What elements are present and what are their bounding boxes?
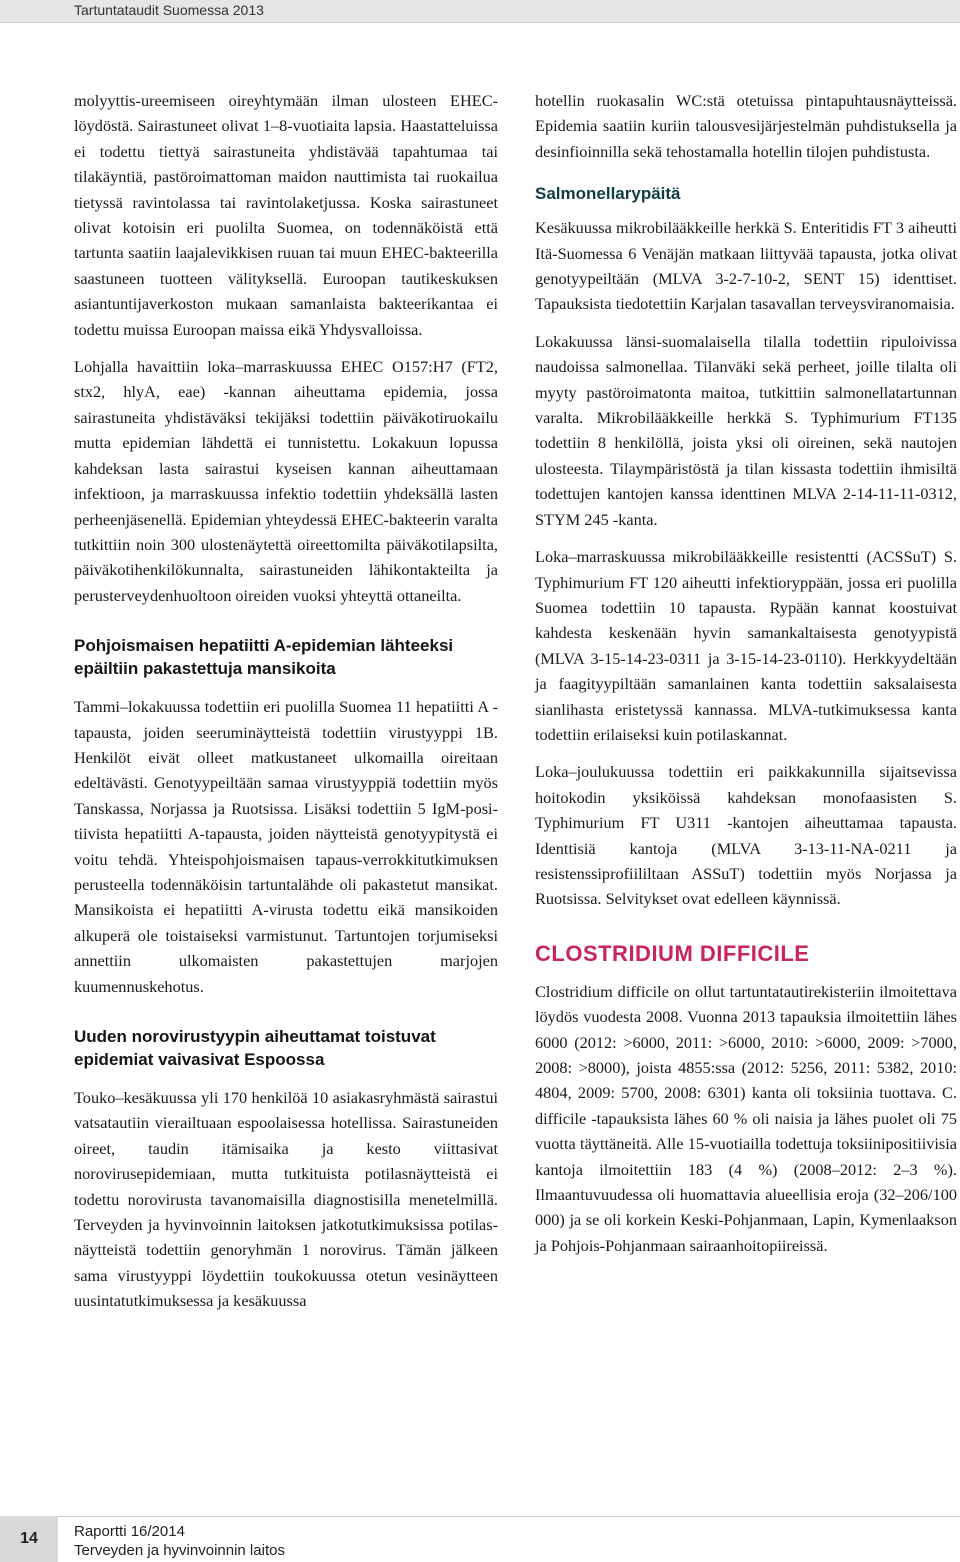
page-number: 14 [0, 1516, 58, 1562]
footer-rule [58, 1516, 960, 1517]
paragraph: Kesäkuussa mikrobilääkkeille herkkä S. Enteritidis FT 3 aiheutti Itä-Suomessa 6 Venäjän matkaan liittyvää tapausta, jotka olivat genotyypeiltään (MLVA 3-2-7-10-2, SENT 15) identtiset. Tapauksista tiedotettiin Karjalan tasavallan terveysviranomaisia. [535, 218, 957, 314]
publisher: Terveyden ja hyvinvoinnin laitos [74, 1542, 285, 1559]
paragraph: Lohjalla havaittiin loka–marraskuussa EHEC O157:H7 (FT2, stx2, hlyA, eae) -kannan aiheuttama epidemia, jossa sairastuneita yhdistäväksi tekijäksi todettiin päiväkotiruokailu mutta epidemian lähdettä ei tunnistettu. Lokakuun lopussa kahdeksan lasta sairastui kyseisen kannan aiheuttamaan infektioon, ja marraskuussa infektio todettiin yhdeksällä lasten perheenjäsenellä. Epidemian yhteydessä EHEC-bakteerin varalta tutkittiin noin 300 ulostenäytettä oireettomilta päiväkotilapsilta, päiväkotihenkilökunnalta, sairastuneiden lähikontakteilta ja perusterveydenhuoltoon oireiden vuoksi yhteyttä ottaneilta. [74, 357, 498, 605]
chapter-heading: CLOSTRIDIUM DIFFICILE [535, 940, 810, 966]
paragraph: Clostridium difficile on ollut tartuntatautirekisteriin ilmoitettava löydös vuodesta 2008. Vuonna 2013 tapauksia ilmoitettiin lähes 6000 (2012: >6000, 2011: >6000, 2010: >6000, 2009: >7000, 2008: >8000), joista 4855:ssa (2012: 5256, 2011: 5382, 2010: 4804, 2009: 5700, 2008: 6301) kanta oli toksiinia tuottava. C. difficile -tapauksista lähes 60 % oli naisia ja lähes puolet oli 75 vuotta täyttäneitä. Alle 15-vuotiailla todettuja toksiinipositiivisia kantoja ilmoitettiin 183 (4 %) (2008–2012: 2–3 %). Ilmaantuvuudessa oli huomattavia alueellisia eroja (32–206/100 000) ja se oli korkein Keski-Pohjanmaan, Lapin, Kymenlaakson ja Pohjois-Pohjanmaan sairaanhoitopiireissä. [535, 981, 957, 1255]
section-heading: Pohjoismaisen hepatiitti A-epidemian lähteeksi epäiltiin pakastettuja mansikoita [74, 636, 454, 679]
paragraph: hotellin ruokasalin WC:stä otetuissa pintapuhtausnäytteissä. Epidemia saatiin kuriin talousvesijärjestelmän puhdistuksella ja desinfioinnilla sekä tehostamalla hotellin tilojen puhdistusta. [535, 91, 957, 161]
paragraph: molyyttis-ureemiseen oireyhtymään ilman ulosteen EHEC-löydöstä. Sairastuneet olivat 1–8-vuotiaita lapsia. Haastatteluissa ei todettu tiettyä sairastuneita yhdistävää tapahtumaa tai tilakäyntiä, pastöroimattoman maidon nauttimista tai ruokailua tietyssä ravintolassa tai ravintolaketjussa. Koska sairastuneet olivat kotoisin eri puolilta Suomea, on todennäköistä että tartunta saatiin laajalevikkisen ruuan tai muun EHEC-bakteerilla saastuneen tuotteen välityksellä. Euroopan tautikeskuksen asiantuntijaverkoston mukaan samanlaista bakteerikantaa ei todettu muissa Euroopan maissa eikä Yhdysvalloissa. [74, 91, 498, 339]
report-id: Raportti 16/2014 [74, 1523, 185, 1540]
paragraph: Loka–joulukuussa todettiin eri paikkakunnilla sijaitsevissa hoitokodin yksiköissä kahdeksan monofaasisten S. Typhimurium FT U311 -kantojen aiheuttamaa tapausta. Identtisiä kantoja (MLVA 3-13-11-NA-0211 ja resistenssiprofiililtaan ASSuT) todettiin myös Norjassa ja Ruotsissa. Selvitykset ovat edelleen käynnissä. [535, 762, 957, 909]
left-column [74, 88, 498, 1326]
paragraph: Lokakuussa länsi-suomalaisella tilalla todettiin ripuloivissa naudoissa salmonellaa. Tilanväki sekä perheet, joille tilalta oli myyty pastöroimatonta maitoa, tutkittiin salmonellatartunnan varalta. Mikrobilääkkeille herkkä S. Typhimurium FT135 todettiin 8 henkilöllä, joista yksi oli oireinen, sekä nautojen ulosteesta. Tilaympäristöstä ja tilan kissasta todettiin ihmisiltä todettujen kantojen kanssa identtinen MLVA 2-14-11-11-0312, STYM 245 -kanta. [535, 331, 957, 529]
section-heading: Uuden norovirustyypin aiheuttamat toistuvat epidemiat vaivasivat Espoossa [74, 1027, 436, 1069]
paragraph: Tammi–lokakuussa todettiin eri puolilla Suomea 11 hepatiitti A -tapausta, joiden seeruminäytteistä todettiin virustyyppi 1B. Henkilöt eivät olleet matkustaneet ulkomailla oireitaan edeltävästi. Genotyypeiltään samaa virustyyppiä todettiin myös Tanskassa, Norjassa ja Ruotsissa. Lisäksi todettiin 5 IgM-positiivista hepatiitti A-tapausta, joiden näytteistä genotyypitystä ei voitu tehdä. Yhteispohjoismaisen tapaus-verrokkitutkimuksen perusteella todennäköisin tartuntalähde oli pakastetut mansikat. Mansikoista ei hepatiitti A-virusta todettu eikä mansikoiden alkuperä ole toistaiseksi varmistunut. Tartuntojen torjumiseksi annettiin ulkomaisten pakastettujen marjojen kuumennuskehotus. [74, 697, 498, 996]
paragraph: Touko–kesäkuussa yli 170 henkilöä 10 asiakasryhmästä sairastui vatsatautiin vierailtuaan espoolaisessa hotellissa. Sairastuneiden oireet, taudin itämisaika ja kesto viittasivat norovirusepidemiaan, mutta tutkituista potilasnäytteistä ei todettu norovirusta tavanomaisilla diagnostisilla menetelmillä. Terveyden ja hyvinvoinnin laitoksen jatkotutkimuksissa potilasnäytteistä todettiin genoryhmän 1 norovirus. Tämän jälkeen sama virustyyppi löydettiin toukokuussa otetun vesinäytteen uusintatutkimuksessa ja kesäkuussa [74, 1088, 498, 1311]
header-title: Tartuntataudit Suomessa 2013 [74, 2, 264, 18]
section-heading: Salmonellarypäitä [535, 184, 681, 204]
right-column [535, 88, 957, 1270]
paragraph: Loka–marraskuussa mikrobilääkkeille resistentti (ACSSuT) S. Typhimurium FT 120 aiheutti infektioryppään, jossa eri puolilla Suomea todettiin 10 tapausta. Rypään kannat koostuivat kahdesta keskenään hyvin samankaltaisesta genotyypistä (MLVA 3-15-14-23-0311 ja 3-15-14-23-0110). Herkkyydeltään ja faagityypiltään samanlainen kanta todettiin saksalaisesta sianlihasta eristetyssä kannassa. MLVA-tutkimuksessa kanta todettiin erilaiseksi kuin potilaskannat. [535, 547, 957, 744]
running-header [0, 0, 960, 23]
footer [74, 1522, 285, 1560]
